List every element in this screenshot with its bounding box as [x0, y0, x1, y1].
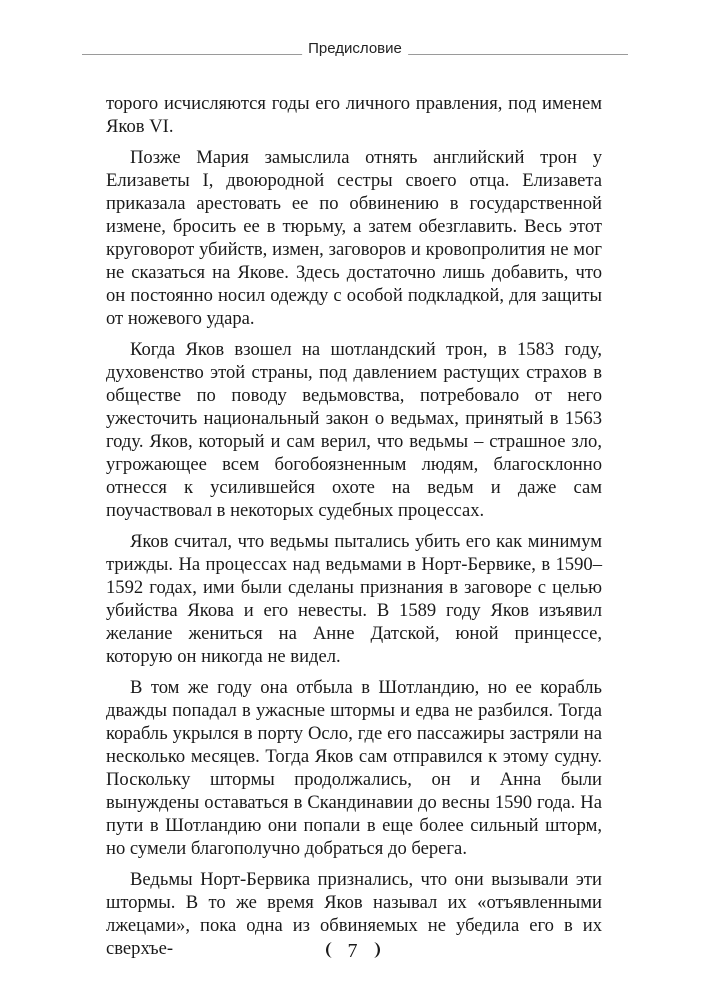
running-header — [82, 38, 628, 62]
left-crescent-icon — [321, 941, 335, 959]
paragraph-1: торого исчисляются годы его личного правления, под именем Яков VI. — [106, 93, 602, 137]
header-title: Предисловие — [302, 40, 408, 57]
right-crescent-icon — [371, 941, 385, 959]
paragraph-6: Ведьмы Норт-Бервика признались, что они вызывали эти штормы. В то же время Яков называл их «отъявленными лжецами», пока одна из обвиняемых не убедила его в их сверхъе- — [106, 869, 602, 959]
page-number: 7 — [347, 940, 358, 962]
paragraph-3: Когда Яков взошел на шотландский трон, в 1583 году, духовенство этой страны, под давлением растущих страхов в обществе по поводу ведьмовства, потребовало от него ужесточить национальный закон о ведьмах, принятый в 1563 году. Яков, который и сам верил, что ведьмы – страшное зло, угрожающее всем богобоязненным людям, благосклонно отнесся к усилившейся охоте на ведьм и даже сам поучаствовал в некоторых судебных процессах. — [106, 339, 602, 521]
page-body — [106, 92, 602, 968]
page-footer — [0, 940, 705, 963]
paragraph-5: В том же году она отбыла в Шотландию, но ее корабль дважды попадал в ужасные штормы и едва не разбился. Тогда корабль укрылся в порту Осло, где его пассажиры застряли на несколько месяцев. Тогда Яков сам отправился к этому судну. Поскольку штормы продолжались, он и Анна были вынуждены оставаться в Скандинавии до весны 1590 года. На пути в Шотландию они попали в еще более сильный шторм, но сумели благополучно добраться до берега. — [106, 677, 602, 859]
paragraph-4: Яков считал, что ведьмы пытались убить его как минимум трижды. На процессах над ведьмами в Норт-Бервике, в 1590–1592 годах, ими были сделаны признания в заговоре с целью убийства Якова и его невесты. В 1589 году Яков изъявил желание жениться на Анне Датской, юной принцессе, которую он никогда не видел. — [106, 531, 602, 667]
paragraph-2: Позже Мария замыслила отнять английский трон у Елизаветы I, двоюродной сестры своего отца. Елизавета приказала арестовать ее по обвинению в государственной измене, бросить ее в тюрьму, а затем обезглавить. Весь этот круговорот убийств, измен, заговоров и кровопролития не мог не сказаться на Якове. Здесь достаточно лишь добавить, что он постоянно носил одежду с особой подкладкой, для защиты от ножевого удара. — [106, 147, 602, 329]
